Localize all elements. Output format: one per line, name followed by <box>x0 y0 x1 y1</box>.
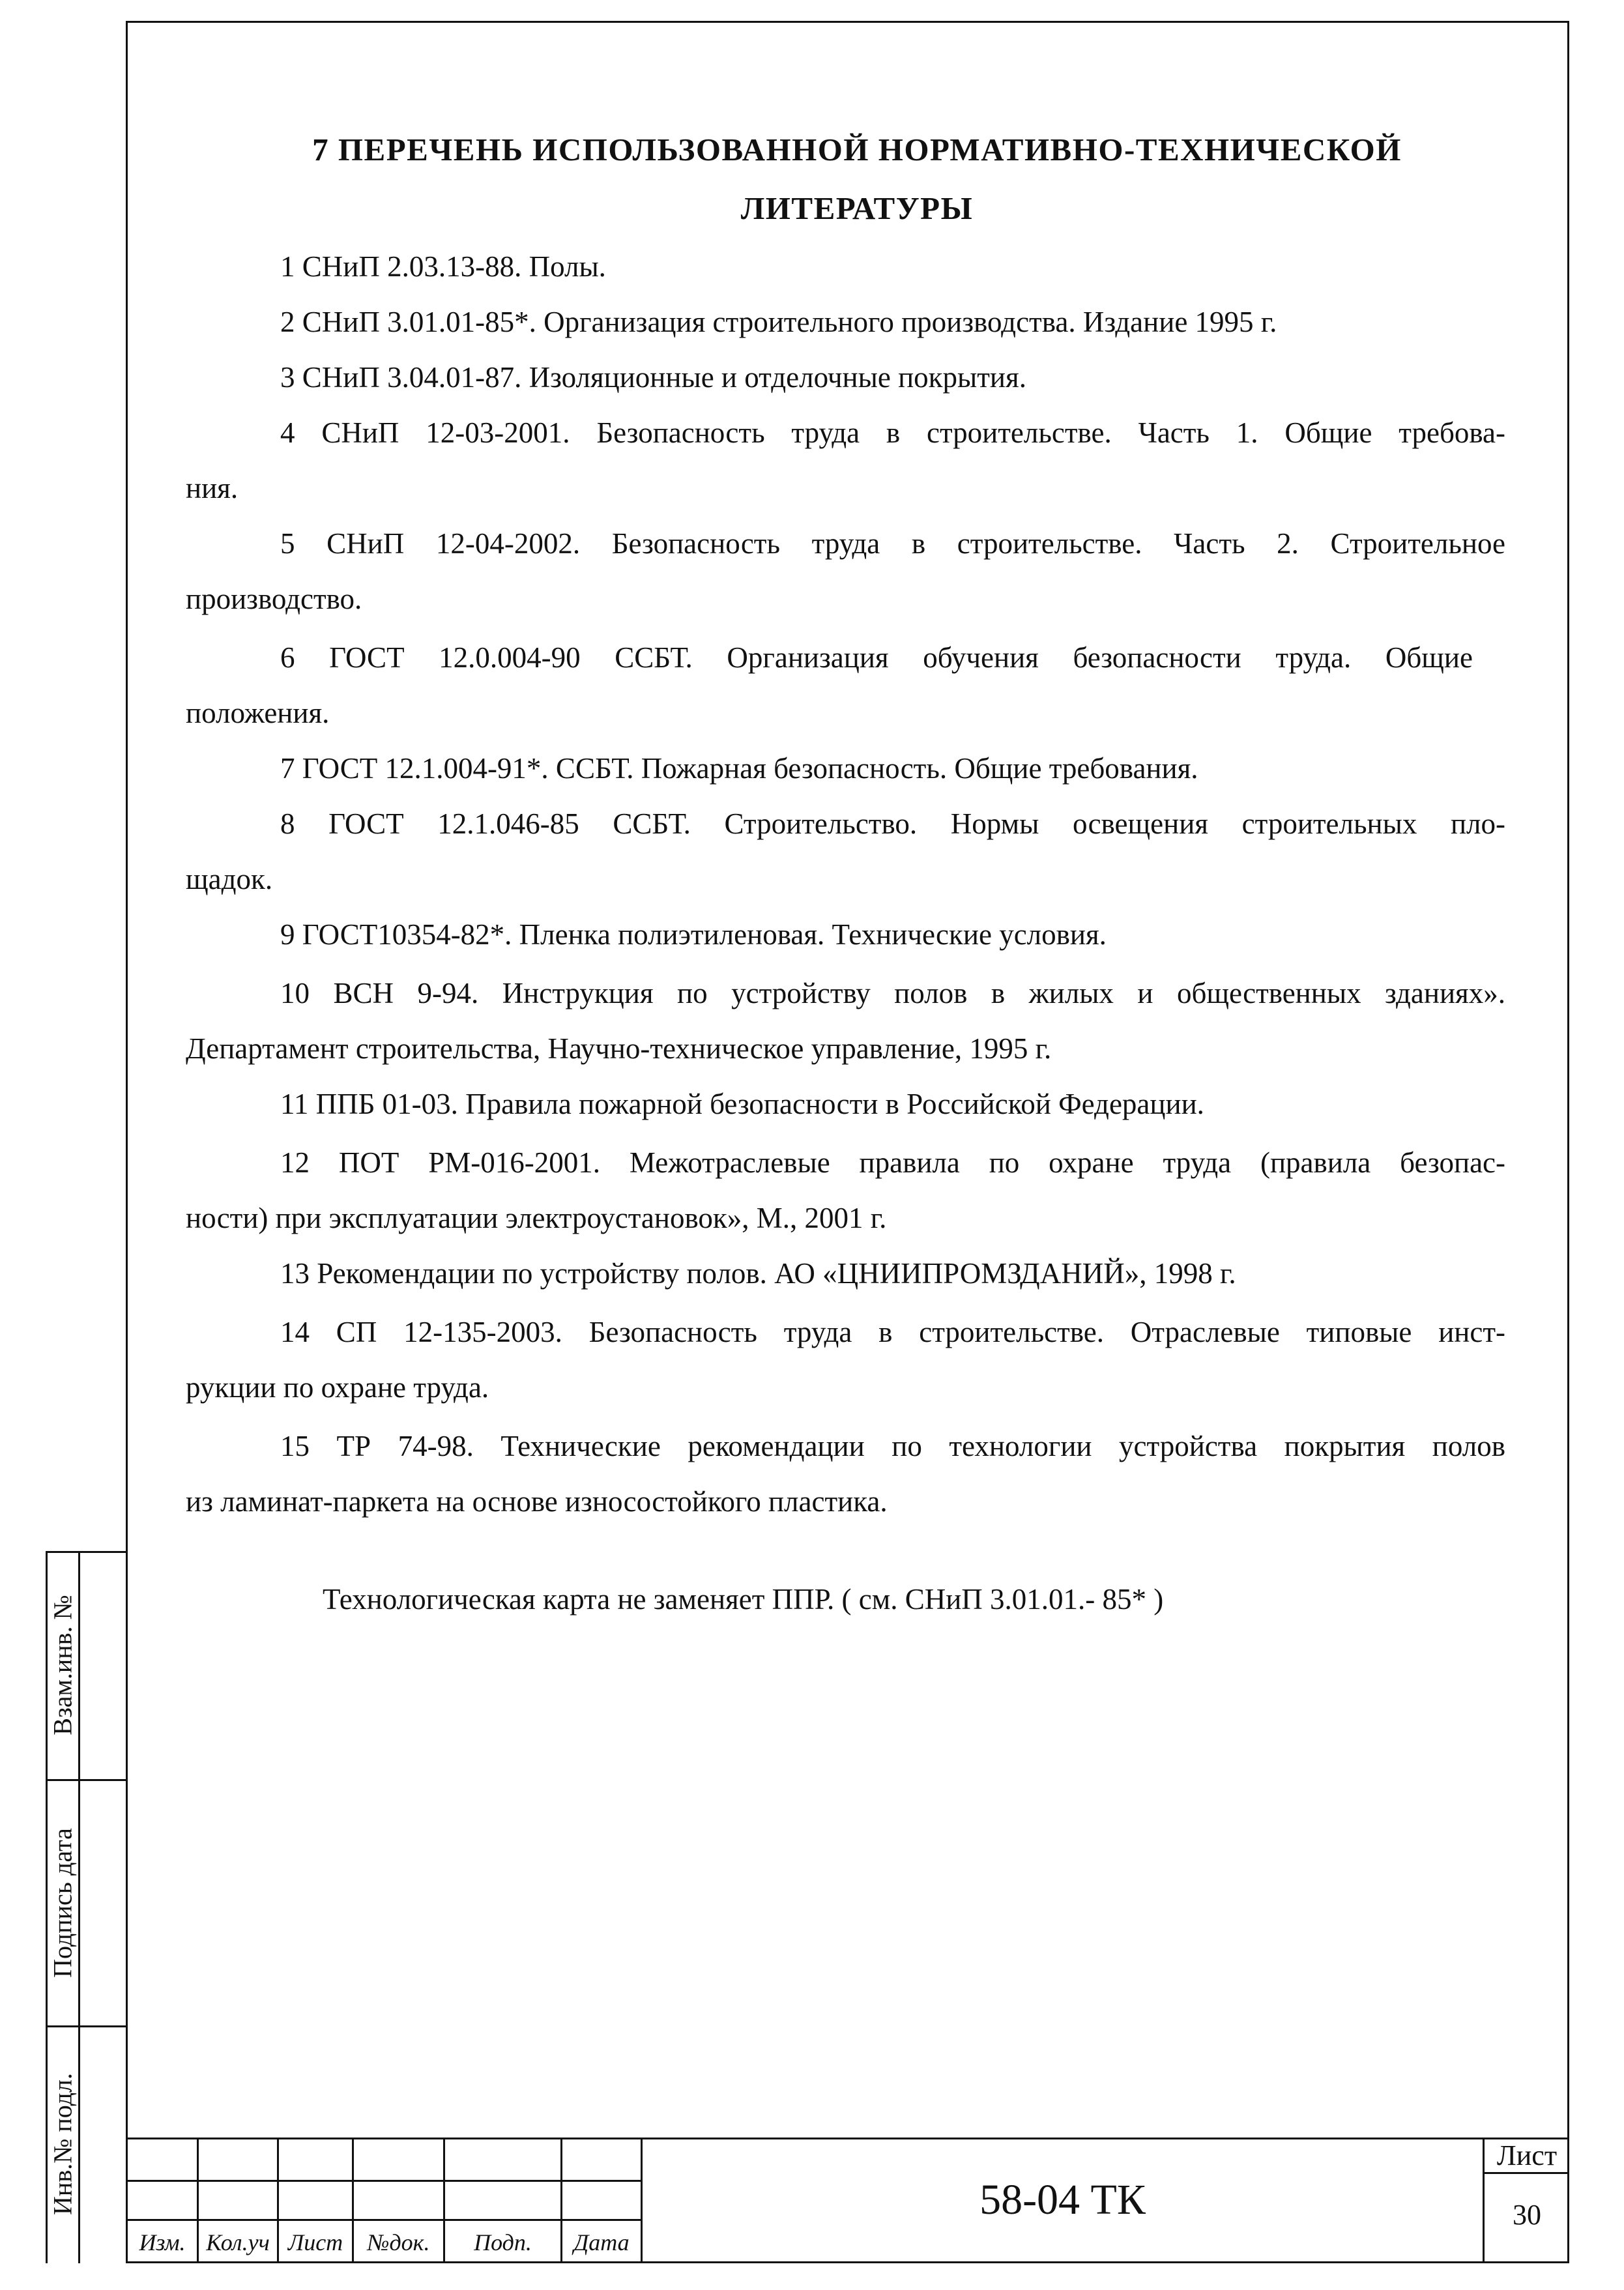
reference-item-2: 2 СНиП 3.01.01-85*. Организация строительного производства. Издание 1995 г. <box>280 306 1277 338</box>
inv-podl-label: Инв.№ подл. <box>48 2073 78 2215</box>
sheet-number: 30 <box>1513 2199 1541 2231</box>
drawing-frame <box>126 21 1569 2263</box>
reference-item-12-line2: ности) при эксплуатации электроустановок», М., 2001 г. <box>186 1202 887 1234</box>
podpis-data-label: Подпись дата <box>48 1828 78 1978</box>
sheet-label: Лист <box>1496 2139 1558 2171</box>
col-ndok-label: №док. <box>367 2229 430 2255</box>
reference-item-10-line2: Департамент строительства, Научно-техническое управление, 1995 г. <box>186 1032 1052 1065</box>
reference-item-5-line2: производство. <box>186 583 362 615</box>
reference-item-6-line2: положения. <box>186 697 330 729</box>
reference-item-1: 1 СНиП 2.03.13-88. Полы. <box>280 250 606 283</box>
reference-item-5-line1: 5 СНиП 12-04-2002. Безопасность труда в строительстве. Часть 2. Строительное <box>280 527 1505 560</box>
reference-item-6-line1: 6 ГОСТ 12.0.004-90 ССБТ. Организация обучения безопасности труда. Общие <box>280 641 1473 674</box>
reference-item-15-line2: из ламинат-паркета на основе износостойкого пластика. <box>186 1485 888 1518</box>
col-list-label: Лист <box>287 2229 343 2255</box>
col-kol-uch-label: Кол.уч <box>206 2229 270 2255</box>
reference-item-7: 7 ГОСТ 12.1.004-91*. ССБТ. Пожарная безопасность. Общие требования. <box>280 752 1198 785</box>
col-izm-label: Изм. <box>139 2229 186 2255</box>
col-podp-label: Подп. <box>474 2229 532 2255</box>
section-heading-line1: 7 ПЕРЕЧЕНЬ ИСПОЛЬЗОВАННОЙ НОРМАТИВНО-ТЕХНИЧЕСКОЙ <box>312 132 1402 167</box>
reference-item-3: 3 СНиП 3.04.01-87. Изоляционные и отделочные покрытия. <box>280 361 1026 394</box>
reference-item-4-line2: ния. <box>186 472 239 504</box>
col-data-label: Дата <box>573 2229 630 2255</box>
reference-item-8-line1: 8 ГОСТ 12.1.046-85 ССБТ. Строительство. Нормы освещения строительных пло- <box>280 807 1505 840</box>
reference-item-11: 11 ППБ 01-03. Правила пожарной безопасности в Российской Федерации. <box>280 1088 1204 1120</box>
vzam-inv-label: Взам.инв. № <box>48 1595 78 1735</box>
reference-item-8-line2: щадок. <box>186 863 273 895</box>
reference-item-12-line1: 12 ПОТ РМ-016-2001. Межотраслевые правила по охране труда (правила безопас- <box>280 1146 1505 1179</box>
reference-item-13: 13 Рекомендации по устройству полов. АО «ЦНИИПРОМЗДАНИЙ», 1998 г. <box>280 1257 1236 1290</box>
reference-item-14-line2: рукции по охране труда. <box>186 1371 489 1404</box>
reference-item-14-line1: 14 СП 12-135-2003. Безопасность труда в строительстве. Отраслевые типовые инст- <box>280 1316 1505 1348</box>
reference-item-9: 9 ГОСТ10354-82*. Пленка полиэтиленовая. Технические условия. <box>280 918 1107 951</box>
reference-item-10-line1: 10 ВСН 9-94. Инструкция по устройству полов в жилых и общественных зданиях». <box>280 977 1505 1009</box>
section-heading-line2: ЛИТЕРАТУРЫ <box>740 190 974 226</box>
reference-item-15-line1: 15 ТР 74-98. Технические рекомендации по технологии устройства покрытия полов <box>280 1430 1505 1462</box>
reference-item-4-line1: 4 СНиП 12-03-2001. Безопасность труда в строительстве. Часть 1. Общие требова- <box>280 416 1505 449</box>
technology-map-note: Технологическая карта не заменяет ППР. ( см. СНиП 3.01.01.- 85* ) <box>323 1583 1164 1616</box>
document-code: 58-04 ТК <box>979 2176 1146 2224</box>
